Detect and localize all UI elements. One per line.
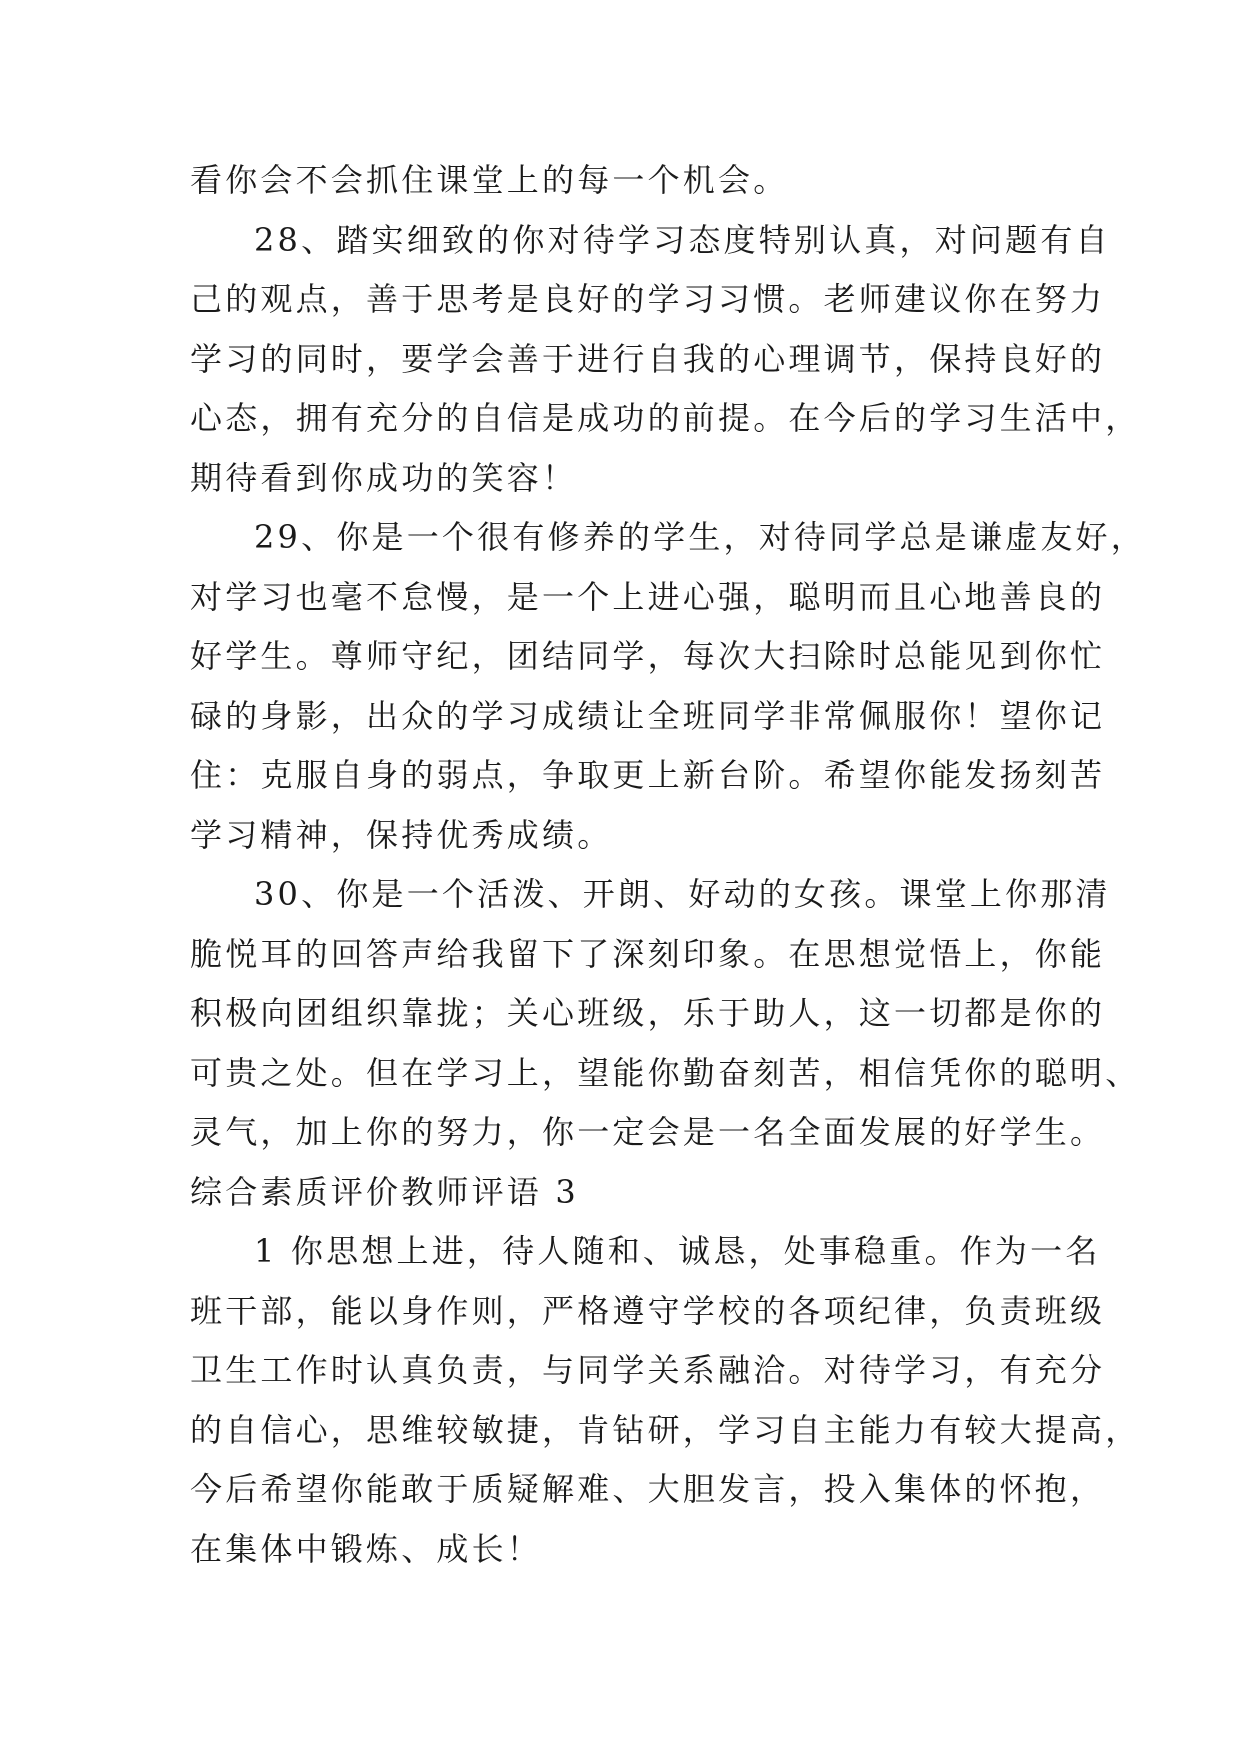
paragraph-continuation bbox=[190, 151, 1070, 211]
text-line: 在集体中锻炼、成长！ bbox=[190, 1529, 543, 1568]
text-line: 积极向团组织靠拢；关心班级，乐于助人，这一切都是你的 bbox=[190, 994, 1106, 1032]
text-line: 30、你是一个活泼、开朗、好动的女孩。课堂上你那清 bbox=[254, 875, 1111, 913]
paragraph-comment-30 bbox=[190, 865, 1141, 1163]
text-line: 28、踏实细致的你对待学习态度特别认真，对问题有自 bbox=[254, 220, 1111, 259]
section-heading: 综合素质评价教师评语 3 bbox=[190, 1172, 579, 1211]
text-line: 卫生工作时认真负责，与同学关系融洽。对待学习，有充分 bbox=[190, 1351, 1106, 1389]
text-line: 今后希望你能敢于质疑解难、大胆发言，投入集体的怀抱， bbox=[190, 1470, 1106, 1508]
text-line: 可贵之处。但在学习上，望能你勤奋刻苦，相信凭你的聪明、 bbox=[190, 1053, 1141, 1092]
text-line: 的自信心，思维较敏捷，肯钻研，学习自主能力有较大提高， bbox=[190, 1410, 1141, 1449]
text-line: 学习精神，保持优秀成绩。 bbox=[190, 815, 613, 854]
text-line: 29、你是一个很有修养的学生，对待同学总是谦虚友好， bbox=[254, 518, 1146, 556]
text-line: 脆悦耳的回答声给我留下了深刻印象。在思想觉悟上，你能 bbox=[190, 934, 1106, 973]
paragraph-comment-28 bbox=[190, 211, 1141, 509]
text-line: 班干部，能以身作则，严格遵守学校的各项纪律，负责班级 bbox=[190, 1291, 1106, 1330]
text-line: 碌的身影，出众的学习成绩让全班同学非常佩服你！望你记 bbox=[190, 696, 1106, 735]
text-line: 住：克服自身的弱点，争取更上新台阶。希望你能发扬刻苦 bbox=[190, 756, 1106, 794]
text-line: 己的观点，善于思考是良好的学习习惯。老师建议你在努力 bbox=[190, 280, 1106, 318]
text-line: 心态，拥有充分的自信是成功的前提。在今后的学习生活中， bbox=[190, 399, 1141, 437]
document-body bbox=[190, 151, 1146, 1579]
text-line: 好学生。尊师守纪，团结同学，每次大扫除时总能见到你忙 bbox=[190, 637, 1106, 675]
text-line: 对学习也毫不怠慢，是一个上进心强，聪明而且心地善良的 bbox=[190, 577, 1106, 616]
text-line: 学习的同时，要学会善于进行自我的心理调节，保持良好的 bbox=[190, 339, 1106, 378]
paragraph-section3-comment-1 bbox=[190, 1222, 1141, 1579]
text-line: 1 你思想上进，待人随和、诚恳，处事稳重。作为一名 bbox=[254, 1232, 1101, 1270]
text-line: 灵气，加上你的努力，你一定会是一名全面发展的好学生。 bbox=[190, 1113, 1106, 1151]
paragraph-comment-29 bbox=[190, 508, 1146, 865]
text-line: 期待看到你成功的笑容！ bbox=[190, 458, 578, 497]
text-line: 看你会不会抓住课堂上的每一个机会。 bbox=[190, 161, 789, 199]
